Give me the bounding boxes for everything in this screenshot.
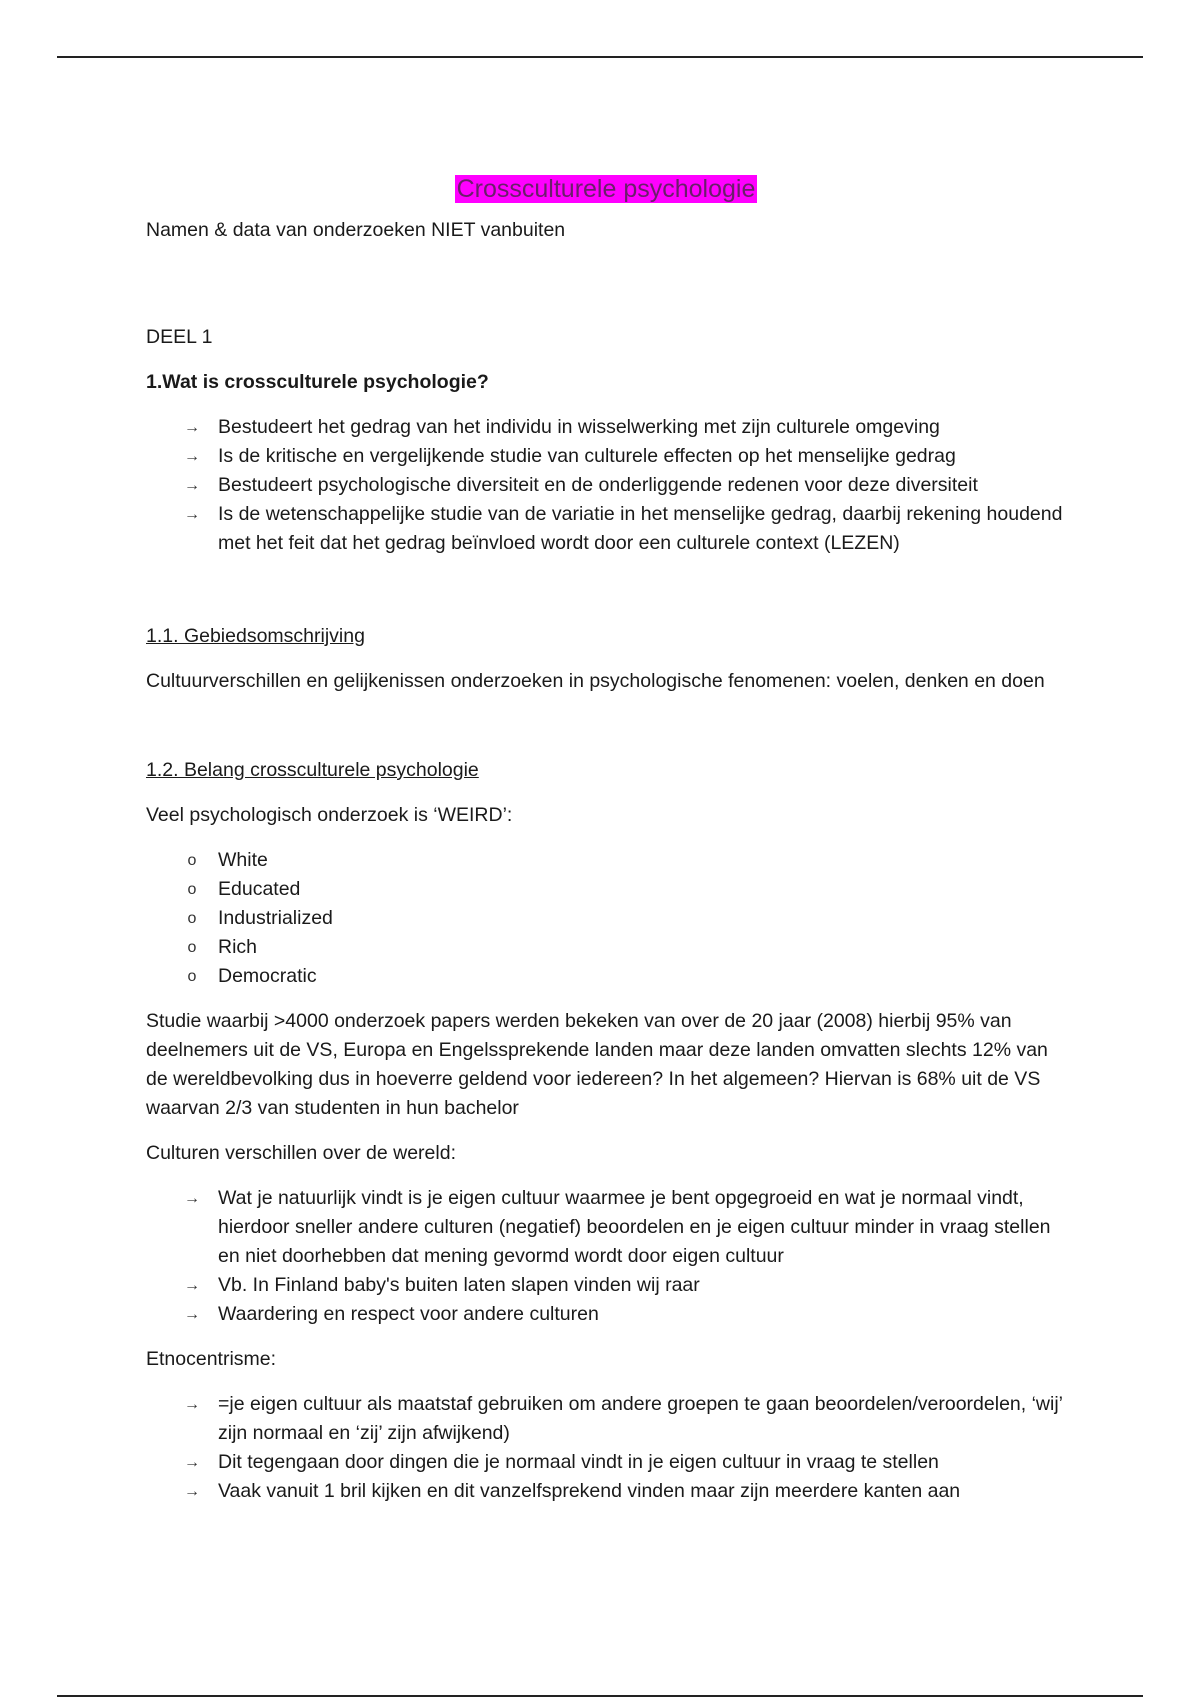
arrow-icon: → bbox=[184, 448, 200, 465]
spacer bbox=[146, 574, 1066, 622]
list-item: → Dit tegengaan door dingen die je normaal vindt in je eigen cultuur in vraag te stellen bbox=[146, 1448, 1066, 1477]
part-label: DEEL 1 bbox=[146, 326, 213, 348]
list-item: → Waardering en respect voor andere culturen bbox=[146, 1300, 1066, 1329]
circle-bullet-icon: o bbox=[187, 939, 197, 956]
section1-2-heading: 1.2. Belang crossculturele psychologie bbox=[146, 759, 479, 781]
arrow-icon: → bbox=[184, 477, 200, 494]
arrow-icon: → bbox=[184, 1396, 200, 1413]
section1-1-heading: 1.1. Gebiedsomschrijving bbox=[146, 625, 365, 647]
intro-note: Namen & data van onderzoeken NIET vanbuiten bbox=[146, 219, 566, 241]
title-wrapper bbox=[146, 172, 1066, 206]
arrow-icon: → bbox=[184, 1306, 200, 1323]
section1-heading: 1.Wat is crossculturele psychologie? bbox=[146, 371, 489, 393]
spacer bbox=[146, 261, 1066, 323]
arrow-icon: → bbox=[184, 1277, 200, 1294]
list-item: → Wat je natuurlijk vindt is je eigen cultuur waarmee je bent opgegroeid en wat je normaal vindt, hierdoor sneller andere culturen (negatief) beoordelen en je eigen cultuur minder in vraag stellen en niet doorhebben dat mening gevormd wordt door eigen cultuur bbox=[146, 1184, 1066, 1271]
footer-rule bbox=[57, 1695, 1143, 1697]
list-item: → Bestudeert psychologische diversiteit en de onderliggende redenen voor deze diversiteit bbox=[146, 471, 1066, 500]
list-item: → Vb. In Finland baby's buiten laten slapen vinden wij raar bbox=[146, 1271, 1066, 1300]
section1-1-text: Cultuurverschillen en gelijkenissen onderzoeken in psychologische fenomenen: voelen, denken en doen bbox=[146, 670, 1045, 692]
document-title: Crossculturele psychologie bbox=[456, 175, 756, 203]
list-item: → Is de wetenschappelijke studie van de variatie in het menselijke gedrag, daarbij rekening houdend met het feit dat het gedrag beïnvloed wordt door een culturele context (LEZEN) bbox=[146, 500, 1066, 558]
list-item: o White bbox=[146, 846, 1066, 875]
ethnocentrism-intro: Etnocentrisme: bbox=[146, 1348, 277, 1370]
spacer bbox=[146, 712, 1066, 756]
circle-bullet-icon: o bbox=[187, 852, 197, 869]
ethnocentrism-list bbox=[146, 1390, 1066, 1506]
list-item: → Is de kritische en vergelijkende studie van culturele effecten op het menselijke gedrag bbox=[146, 442, 1066, 471]
arrow-icon: → bbox=[184, 1190, 200, 1207]
weird-intro: Veel psychologisch onderzoek is ‘WEIRD’: bbox=[146, 804, 513, 826]
arrow-icon: → bbox=[184, 419, 200, 436]
list-item: → Bestudeert het gedrag van het individu in wisselwerking met zijn culturele omgeving bbox=[146, 413, 1066, 442]
list-item: → Vaak vanuit 1 bril kijken en dit vanzelfsprekend vinden maar zijn meerdere kanten aan bbox=[146, 1477, 1066, 1506]
list-item: o Rich bbox=[146, 933, 1066, 962]
cultures-list bbox=[146, 1184, 1066, 1329]
header-rule bbox=[57, 56, 1143, 58]
study-paragraph: Studie waarbij >4000 onderzoek papers werden bekeken van over de 20 jaar (2008) hierbij 95% van deelnemers uit de VS, Europa en Engelssprekende landen maar deze landen omvatten slechts 12% van de wereldbevolking dus in hoeverre geldend voor iedereen? In het algemeen? Hiervan is 68% uit de VS waarvan 2/3 van studenten in hun bachelor bbox=[146, 1010, 1048, 1119]
circle-bullet-icon: o bbox=[187, 910, 197, 927]
list-item: o Educated bbox=[146, 875, 1066, 904]
circle-bullet-icon: o bbox=[187, 881, 197, 898]
document-page bbox=[146, 172, 1066, 1522]
arrow-icon: → bbox=[184, 1454, 200, 1471]
circle-bullet-icon: o bbox=[187, 968, 197, 985]
weird-list bbox=[146, 846, 1066, 991]
list-item: o Industrialized bbox=[146, 904, 1066, 933]
list-item: → =je eigen cultuur als maatstaf gebruiken om andere groepen te gaan beoordelen/veroordelen, ‘wij’ zijn normaal en ‘zij’ zijn afwijkend) bbox=[146, 1390, 1066, 1448]
section1-list bbox=[146, 413, 1066, 558]
arrow-icon: → bbox=[184, 1483, 200, 1500]
arrow-icon: → bbox=[184, 506, 200, 523]
cultures-intro: Culturen verschillen over de wereld: bbox=[146, 1142, 456, 1164]
list-item: o Democratic bbox=[146, 962, 1066, 991]
